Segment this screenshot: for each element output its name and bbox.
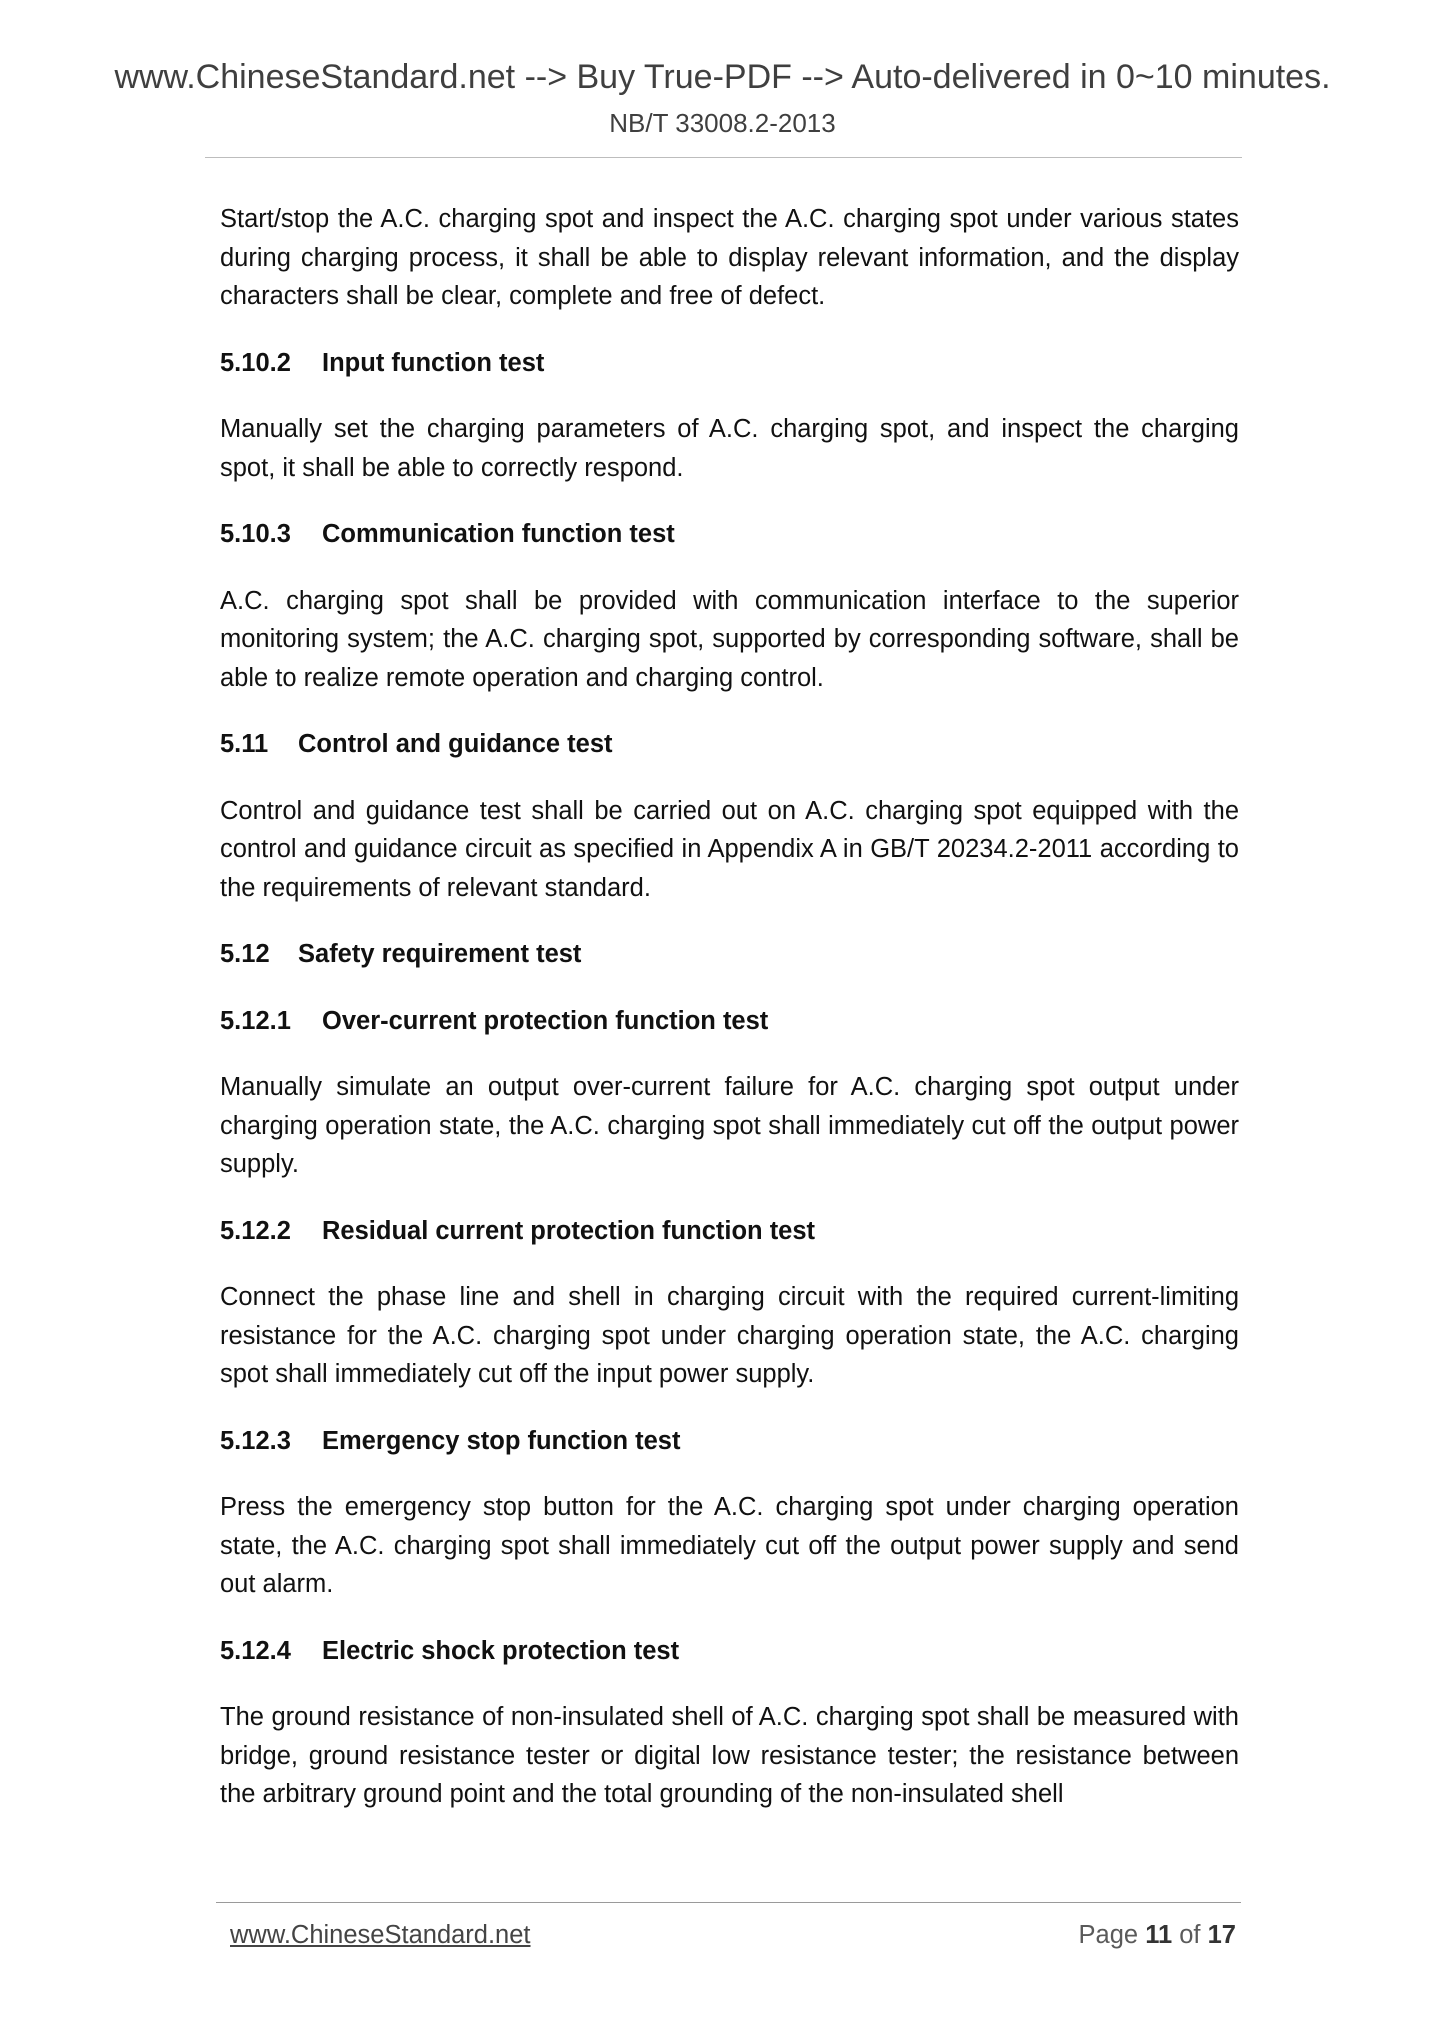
section-heading-5-12-1: [220, 1002, 1239, 1041]
section-number: 5.10.3: [220, 520, 291, 548]
current-page-number: 11: [1145, 1921, 1173, 1949]
header-divider: [205, 157, 1242, 158]
section-paragraph-5-12-2: Connect the phase line and shell in charging circuit with the required current-limiting resistance for the A.C. charging spot under charging operation state, the A.C. charging spot shall immediately cut off the input power supply.: [220, 1283, 1239, 1388]
section-heading-5-12-4: [220, 1632, 1239, 1671]
section-paragraph-5-12-4: The ground resistance of non-insulated shell of A.C. charging spot shall be measured with bridge, ground resistance tester or digital low resistance tester; the resistance between the arbitrary ground point and the total grounding of the non-insulated shell: [220, 1703, 1239, 1808]
section-title: Residual current protection function test: [322, 1216, 816, 1245]
section-paragraph-5-10-2: Manually set the charging parameters of A.C. charging spot, and inspect the charging spot, it shall be able to correctly respond.: [220, 415, 1239, 482]
page-indicator: [1079, 1921, 1236, 1950]
section-number: 5.10.2: [220, 348, 291, 377]
total-pages-number: 17: [1207, 1921, 1236, 1949]
section-number: 5.12.1: [220, 1006, 291, 1035]
section-heading-5-10-2: [220, 344, 1239, 383]
section-paragraph-5-12-3: Press the emergency stop button for the A.C. charging spot under charging operation state, the A.C. charging spot shall immediately cut off the output power supply and send out alarm.: [220, 1493, 1239, 1598]
section-title: Over-current protection function test: [322, 1006, 769, 1035]
section-heading-5-12: [220, 935, 1239, 974]
footer-divider: [216, 1902, 1241, 1903]
document-number: NB/T 33008.2-2013: [609, 108, 836, 138]
section-title: Control and guidance test: [298, 730, 613, 758]
section-number: 5.12.4: [220, 1636, 291, 1665]
page-label: Page: [1078, 1921, 1139, 1949]
section-number: 5.12: [220, 940, 270, 968]
section-heading-5-10-3: [220, 515, 1239, 554]
section-number: 5.12.2: [220, 1216, 291, 1245]
intro-paragraph: Start/stop the A.C. charging spot and inspect the A.C. charging spot under various states during charging process, it shall be able to display relevant information, and the display characters shall be clear, complete and free of defect.: [220, 205, 1239, 310]
section-paragraph-5-10-3: A.C. charging spot shall be provided with communication interface to the superior monitoring system; the A.C. charging spot, supported by corresponding software, shall be able to realize remote operation and charging control.: [220, 586, 1239, 692]
section-title: Safety requirement test: [298, 940, 582, 968]
section-title: Communication function test: [322, 520, 675, 548]
section-number: 5.12.3: [220, 1426, 291, 1455]
section-title: Electric shock protection test: [322, 1636, 680, 1665]
section-heading-5-11: [220, 725, 1239, 764]
section-title: Input function test: [322, 348, 545, 377]
page-of-label: of: [1179, 1921, 1201, 1949]
section-title: Emergency stop function test: [322, 1426, 681, 1455]
section-heading-5-12-3: [220, 1422, 1239, 1461]
section-paragraph-5-12-1: Manually simulate an output over-current failure for A.C. charging spot output under charging operation state, the A.C. charging spot shall immediately cut off the output power supply.: [220, 1073, 1239, 1178]
section-heading-5-12-2: [220, 1212, 1239, 1251]
page-content: [220, 200, 1239, 1842]
footer-website-link[interactable]: www.ChineseStandard.net: [230, 1921, 531, 1949]
site-banner: www.ChineseStandard.net --> Buy True-PDF --> Auto-delivered in 0~10 minutes.: [114, 58, 1331, 96]
section-number: 5.11: [220, 730, 269, 758]
section-paragraph-5-11: Control and guidance test shall be carried out on A.C. charging spot equipped with the control and guidance circuit as specified in Appendix A in GB/T 20234.2-2011 according to the requirements of relevant standard.: [220, 796, 1239, 902]
